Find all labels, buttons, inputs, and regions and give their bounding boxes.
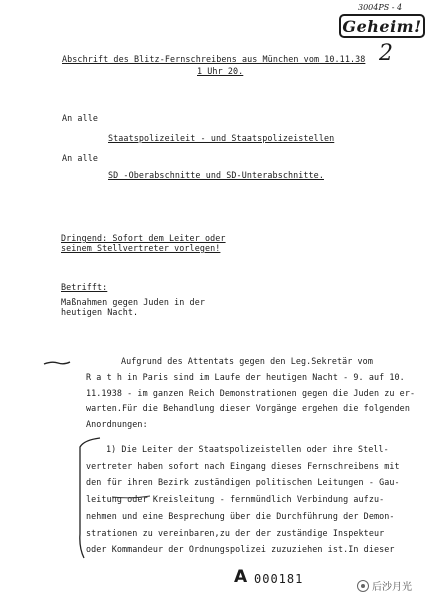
body-line-5: Anordnungen: (86, 419, 148, 429)
header-line-1: Abschrift des Blitz-Fernschreibens aus München vom 10.11.38 (62, 54, 366, 64)
recipient-1: Staatspolizeileit - und Staatspolizeistellen (108, 133, 335, 143)
handwritten-page-number: 2 (379, 41, 393, 66)
addressee-label-1: An alle (62, 113, 98, 123)
underline-scribble (112, 496, 150, 498)
handwritten-reference: 3004PS - 4 (358, 3, 403, 12)
point1-line-5: nehmen und eine Besprechung über die Durchführung der Demon- (86, 511, 395, 521)
body-line-2: R a t h in Paris sind im Laufe der heutigen Nacht - 9. auf 10. (86, 372, 405, 382)
bottom-document-number: 000181 (254, 572, 304, 586)
point1-line-7: oder Kommandeur der Ordnungspolizei zuzuziehen ist.In dieser (86, 544, 395, 554)
wechat-icon (357, 580, 369, 592)
urgent-line-1: Dringend: Sofort dem Leiter oder (61, 233, 226, 243)
margin-bracket-mark (80, 438, 100, 558)
watermark-text: 后沙月光 (372, 582, 412, 593)
bottom-stamp-letter: A (234, 567, 248, 587)
body-line-4: warten.Für die Behandlung dieser Vorgänge ergehen die folgenden (86, 403, 410, 413)
point1-line-3: den für ihren Bezirk zuständigen politischen Leitungen - Gau- (86, 477, 400, 487)
subject-line-1: Maßnahmen gegen Juden in der (61, 297, 205, 307)
stamp-text: Geheim! (342, 16, 422, 36)
header-line-2: 1 Uhr 20. (197, 66, 244, 76)
point1-line-6: strationen zu vereinbaren,zu der der zuständige Inspekteur (86, 528, 385, 538)
watermark (357, 578, 412, 593)
urgent-line-2: seinem Stellvertreter vorlegen! (61, 243, 221, 253)
subject-line-2: heutigen Nacht. (61, 307, 139, 317)
point1-line-1: 1) Die Leiter der Staatspolizeistellen oder ihre Stell- (106, 444, 389, 454)
subject-label: Betrifft: (61, 282, 108, 292)
body-line-3: 11.1938 - im ganzen Reich Demonstrationen gegen die Juden zu er- (86, 388, 416, 398)
point1-line-2: vertreter haben sofort nach Eingang dieses Fernschreibens mit (86, 461, 400, 471)
margin-dash-mark (44, 362, 70, 364)
recipient-2: SD -Oberabschnitte und SD-Unterabschnitte. (108, 170, 324, 180)
body-line-1: Aufgrund des Attentats gegen den Leg.Sekretär vom (121, 356, 373, 366)
addressee-label-2: An alle (62, 153, 98, 163)
point1-line-4: leitung oder Kreisleitung - fernmündlich Verbindung aufzu- (86, 494, 385, 504)
